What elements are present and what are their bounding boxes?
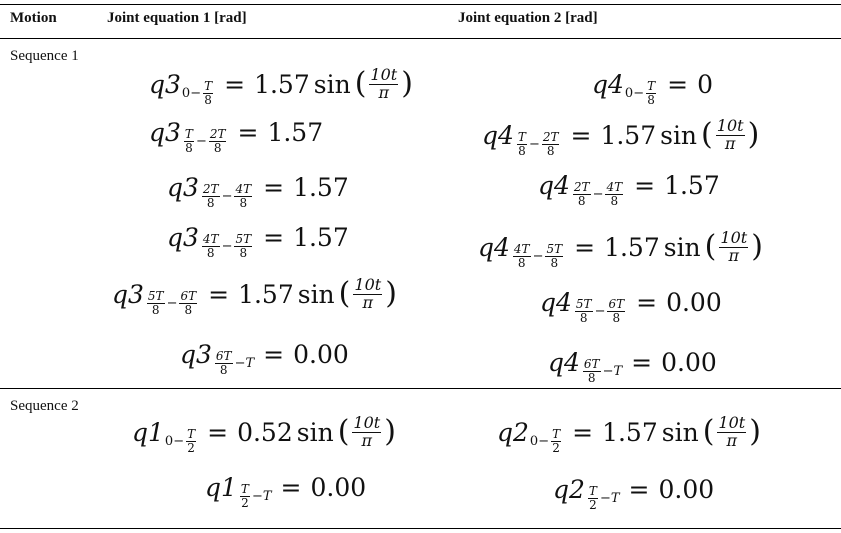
interval-start-fraction-numerator: T [517,130,526,144]
sine-argument-fraction-denominator: π [726,430,738,450]
time-interval-subscript [165,428,198,454]
interval-end-fraction-numerator: T [552,427,561,441]
header-joint2: Joint equation 2 [rad] [458,10,598,26]
interval-end-fraction [542,131,560,157]
time-interval-subscript [182,128,229,154]
interval-start-fraction [588,485,598,511]
interval-start: 0 [529,433,539,449]
interval-end-fraction-denominator: 2 [552,440,560,455]
interval-start-fraction-denominator: 8 [219,362,228,377]
amplitude-value: 1.57 [254,69,310,99]
interval-end-fraction-numerator: 5T [546,242,563,256]
interval-end-fraction [646,80,656,106]
joint-equation [149,110,323,154]
interval-dash: − [528,136,540,152]
interval-dash: − [195,133,207,149]
interval-end-fraction-numerator: 2T [209,127,226,141]
interval-end-fraction-denominator: 8 [213,140,222,155]
interval-start-fraction-denominator: 2 [589,497,597,512]
joint-variable: q1 [205,472,237,502]
time-interval-subscript [581,358,622,384]
time-interval-subscript [573,298,627,324]
interval-start-fraction [215,350,233,376]
interval-end: T [245,355,255,371]
interval-start-fraction [147,290,165,316]
interval-end-fraction-denominator: 8 [610,193,619,208]
joint-variable: q4 [538,170,570,200]
time-interval-subscript [530,428,563,454]
amplitude-value: 0.00 [310,472,367,502]
equals-sign: = [634,170,656,200]
interval-start-fraction-denominator: 8 [206,195,215,210]
interval-end-fraction [605,181,623,207]
amplitude-value: 0.52 [237,417,293,447]
interval-end-fraction [607,298,625,324]
joint-variable: q3 [167,222,199,252]
joint-variable: q1 [132,417,164,447]
joint-equation [167,215,349,259]
equals-sign: = [280,472,302,502]
interval-end-fraction-numerator: 4T [606,180,623,194]
interval-end-fraction-numerator: 5T [235,232,252,246]
interval-end-fraction-numerator: T [647,79,656,93]
interval-end-fraction [203,80,213,106]
joint-variable: q4 [540,287,572,317]
joint-variable: q2 [553,474,585,504]
joint-variable: q3 [112,279,144,309]
interval-start-fraction-denominator: 8 [579,310,588,325]
interval-dash: − [221,238,233,254]
interval-dash: − [532,248,544,264]
sine-argument-fraction-denominator: π [361,430,373,450]
interval-start-fraction-numerator: 6T [215,349,232,363]
header-rule [0,38,841,39]
interval-end-fraction-numerator: T [187,427,196,441]
sine-function: sin [296,417,334,447]
joint-variable: q3 [149,69,181,99]
amplitude-value: 1.57 [293,172,349,202]
joint-variable: q3 [180,339,212,369]
sine-argument-fraction [352,412,381,450]
joint-variable: q4 [478,232,510,262]
row-separator [0,388,841,389]
bottom-rule [0,528,841,529]
time-interval-subscript [200,233,254,259]
right-paren: ) [401,66,413,102]
amplitude-value: 0.00 [661,347,717,377]
sine-function: sin [661,417,699,447]
joint-equation [132,410,396,454]
right-paren: ) [385,276,397,312]
equals-sign: = [207,417,229,447]
time-interval-subscript [213,350,254,376]
interval-start-fraction-numerator: 4T [513,242,530,256]
interval-end-fraction [179,290,197,316]
joint-variable: q3 [149,117,181,147]
right-paren: ) [749,414,761,450]
interval-start: 0 [164,433,174,449]
interval-end-fraction [209,128,227,154]
sine-argument-fraction [717,412,746,450]
row-label-sequence-2: Sequence 2 [10,398,79,414]
joint-variable: q4 [548,347,580,377]
interval-start-fraction-numerator: T [588,484,597,498]
interval-start-fraction-denominator: 8 [518,143,526,158]
row-label-sequence-1: Sequence 1 [10,48,79,64]
interval-start-fraction [517,131,527,157]
interval-start-fraction-numerator: T [184,127,193,141]
interval-dash: − [633,85,645,101]
joint-equation [540,280,722,324]
header-motion: Motion [10,10,57,26]
interval-start-fraction [240,483,250,509]
sine-argument-fraction-numerator: 10t [354,274,382,294]
amplitude-value: 1.57 [664,170,720,200]
interval-end-fraction [234,233,252,259]
interval-end-fraction [545,243,563,269]
equals-sign: = [574,232,596,262]
left-paren: ( [354,66,367,102]
interval-dash: − [251,488,263,504]
amplitude-value: 1.57 [600,120,657,150]
interval-start-fraction [513,243,531,269]
left-paren: ( [701,117,713,153]
equals-sign: = [263,172,285,202]
joint-equation [149,62,413,106]
amplitude-value: 1.57 [604,232,660,262]
interval-end-fraction-numerator: 6T [608,297,625,311]
joint-equation [112,272,397,316]
joint-variable: q3 [167,172,199,202]
time-interval-subscript [511,243,565,269]
equals-sign: = [631,347,653,377]
interval-end-fraction-numerator: 2T [542,130,559,144]
equals-sign: = [572,417,594,447]
joint-equation [553,467,714,511]
sine-function: sin [660,120,698,150]
equals-sign: = [628,474,650,504]
interval-dash: − [594,303,606,319]
sine-argument-fraction-numerator: 10t [353,412,381,432]
joint-equation [205,465,366,509]
interval-end-fraction [186,428,196,454]
interval-end: T [610,490,620,506]
interval-start: 0 [624,85,634,101]
left-paren: ( [702,414,715,450]
interval-dash: − [173,433,185,449]
interval-dash: − [221,188,233,204]
interval-dash: − [166,295,178,311]
time-interval-subscript [145,290,199,316]
header-joint1: Joint equation 1 [rad] [107,10,247,26]
right-paren: ) [747,117,760,153]
interval-start-fraction-numerator: 5T [575,297,592,311]
joint-variable: q4 [592,69,624,99]
sine-argument-fraction [719,227,748,265]
interval-end-fraction-numerator: 4T [235,182,252,196]
amplitude-value: 1.57 [293,222,349,252]
interval-start-fraction-numerator: 2T [573,180,590,194]
sine-argument-fraction-denominator: π [724,133,736,153]
right-paren: ) [751,229,763,265]
interval-start-fraction [583,358,601,384]
sine-argument-fraction-numerator: 10t [716,115,744,135]
sine-argument-fraction-numerator: 10t [720,227,748,247]
interval-end-fraction-denominator: 8 [550,255,559,270]
interval-end-fraction-denominator: 2 [187,440,195,455]
interval-end-fraction [551,428,561,454]
interval-start-fraction [573,181,591,207]
interval-end-fraction-denominator: 8 [184,302,193,317]
interval-start-fraction-denominator: 8 [517,255,526,270]
joint-equation [538,163,720,207]
left-paren: ( [338,276,351,312]
joint-equation [478,225,763,269]
interval-start-fraction-numerator: 4T [202,232,219,246]
amplitude-value: 0.00 [293,339,349,369]
interval-end-fraction-denominator: 8 [204,92,212,107]
amplitude-value: 0.00 [658,474,715,504]
sine-argument-fraction-denominator: π [378,82,390,102]
left-paren: ( [704,229,717,265]
interval-dash: − [602,363,614,379]
equals-sign: = [667,69,689,99]
sine-function: sin [313,69,351,99]
amplitude-value: 1.57 [267,117,324,147]
interval-end-fraction-denominator: 8 [647,92,655,107]
interval-end-fraction-denominator: 8 [546,143,555,158]
top-rule [0,4,841,5]
interval-end-fraction-numerator: 6T [180,289,197,303]
equals-sign: = [237,117,259,147]
interval-end: T [613,363,623,379]
amplitude-value: 1.57 [238,279,294,309]
interval-dash: − [190,85,202,101]
sine-argument-fraction-denominator: π [362,292,374,312]
time-interval-subscript [571,181,625,207]
sine-argument-fraction-numerator: 10t [718,412,746,432]
interval-dash: − [592,186,604,202]
interval-end-fraction [234,183,252,209]
sine-argument-fraction [353,274,382,312]
interval-start-fraction-denominator: 8 [185,140,193,155]
time-interval-subscript [200,183,254,209]
equals-sign: = [224,69,246,99]
sine-argument-fraction [716,115,745,153]
interval-dash: − [599,490,611,506]
interval-start: 0 [181,85,191,101]
equals-sign: = [570,120,592,150]
interval-start-fraction-denominator: 8 [206,245,215,260]
amplitude-value: 0.00 [666,287,722,317]
joint-equation [167,165,349,209]
interval-start-fraction-numerator: T [240,482,249,496]
equals-sign: = [263,339,285,369]
interval-start-fraction-denominator: 2 [241,495,249,510]
joint-equation [482,113,759,157]
time-interval-subscript [182,80,215,106]
interval-start-fraction [202,233,220,259]
amplitude-value: 0 [697,69,713,99]
sine-argument-fraction [369,64,398,102]
left-paren: ( [337,414,350,450]
right-paren: ) [384,414,396,450]
equals-sign: = [208,279,230,309]
equals-sign: = [636,287,658,317]
interval-start-fraction-denominator: 8 [577,193,586,208]
joint-variable: q2 [497,417,529,447]
time-interval-subscript [238,483,272,509]
sine-function: sin [663,232,701,262]
interval-end: T [262,488,272,504]
interval-end-fraction-denominator: 8 [612,310,621,325]
interval-end-fraction-denominator: 8 [239,245,248,260]
interval-start-fraction-numerator: 5T [147,289,164,303]
time-interval-subscript [625,80,658,106]
interval-start-fraction-numerator: 6T [583,357,600,371]
interval-dash: − [538,433,550,449]
interval-start-fraction [575,298,593,324]
joint-variable: q4 [482,120,514,150]
sine-argument-fraction-denominator: π [728,245,740,265]
interval-start-fraction-denominator: 8 [151,302,160,317]
interval-dash: − [234,355,246,371]
sine-function: sin [297,279,335,309]
interval-start-fraction-numerator: 2T [202,182,219,196]
interval-end-fraction-numerator: T [204,79,213,93]
sine-argument-fraction-numerator: 10t [370,64,398,84]
equals-sign: = [263,222,285,252]
joint-equation [180,332,349,376]
joint-equation [592,62,713,106]
joint-equation [548,340,717,384]
interval-start-fraction [184,128,194,154]
interval-start-fraction-denominator: 8 [587,370,596,385]
interval-end-fraction-denominator: 8 [239,195,248,210]
joint-equation [497,410,761,454]
interval-start-fraction [202,183,220,209]
time-interval-subscript [586,485,620,511]
amplitude-value: 1.57 [602,417,658,447]
time-interval-subscript [515,131,562,157]
